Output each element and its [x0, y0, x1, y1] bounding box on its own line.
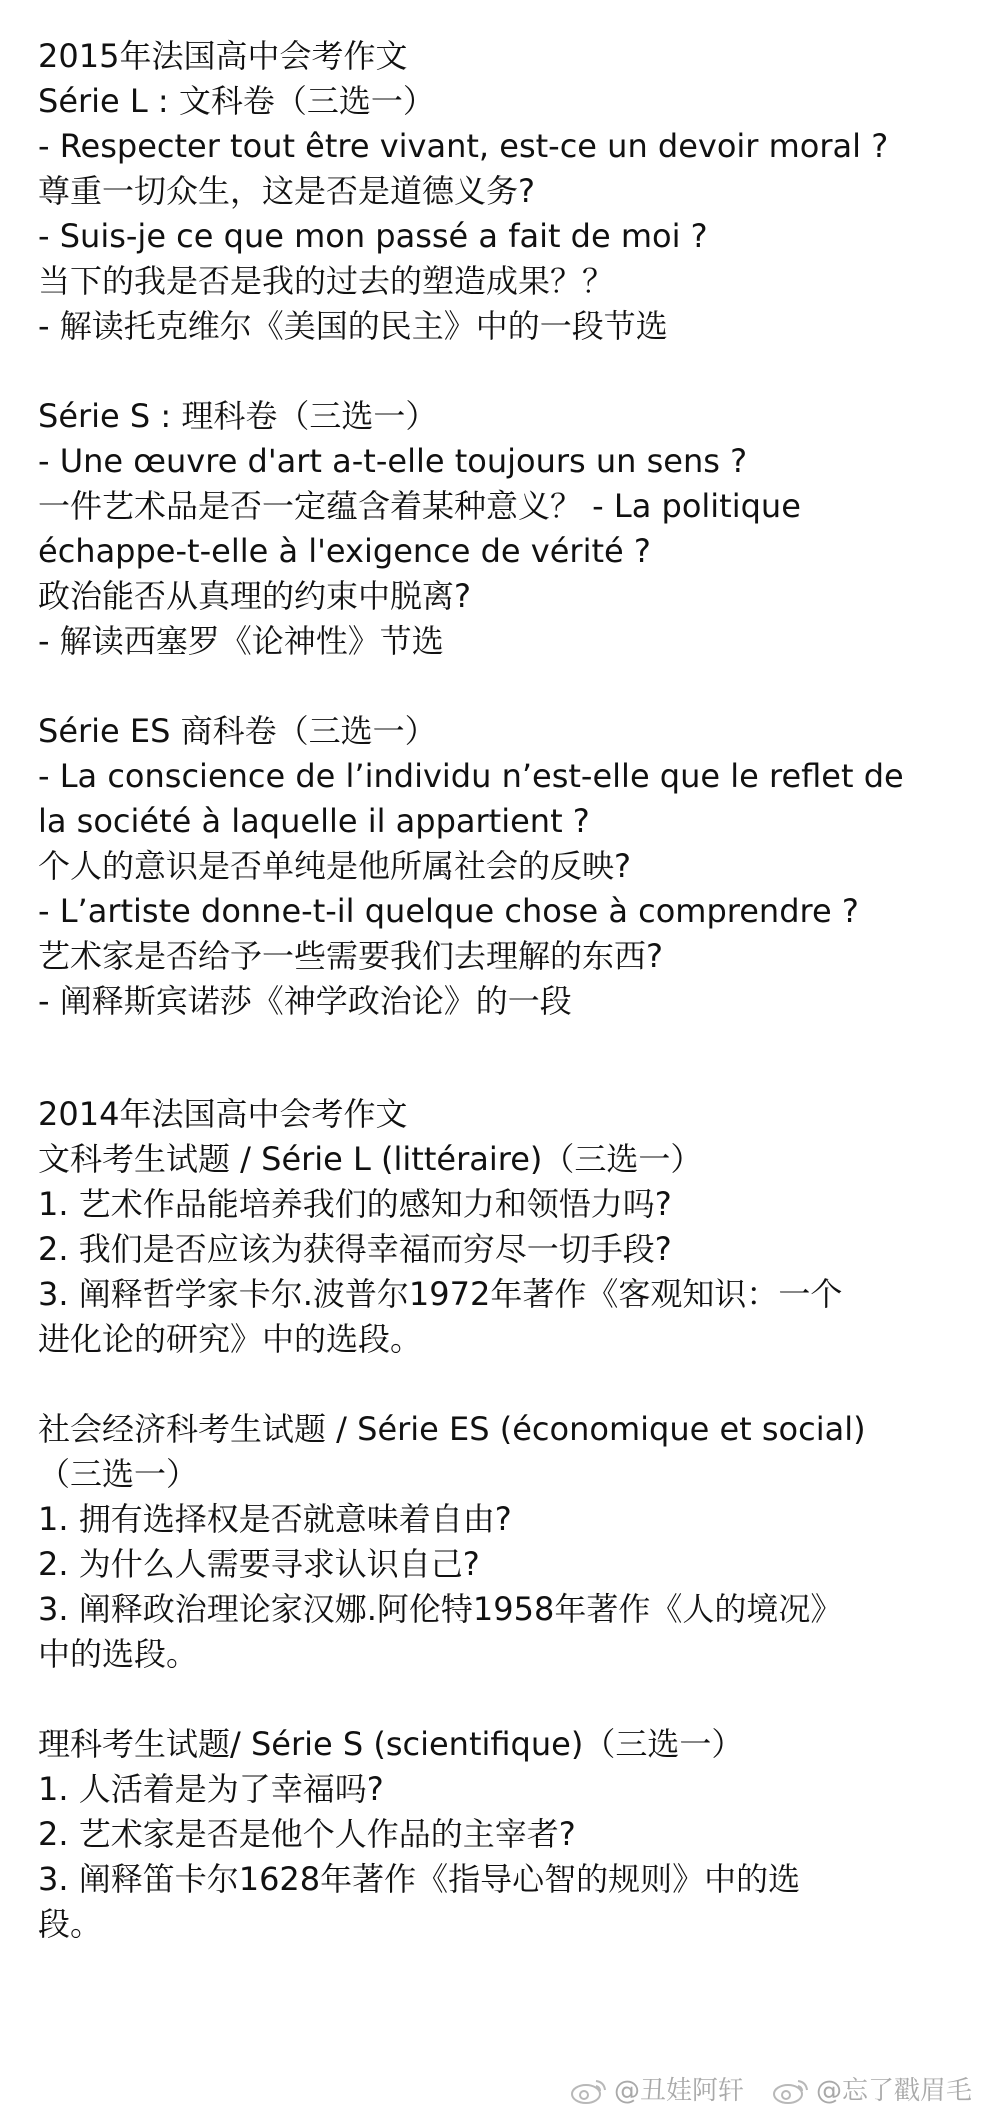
- text-line: - 解读托克维尔《美国的民主》中的一段节选: [38, 307, 668, 345]
- text-line: 1. 艺术作品能培养我们的感知力和领悟力吗?: [38, 1185, 672, 1223]
- text-line: 3. 阐释政治理论家汉娜.阿伦特1958年著作《人的境况》: [38, 1590, 843, 1628]
- section-title-2014: 2014年法国高中会考作文: [38, 1095, 408, 1133]
- text-line: 1. 人活着是为了幸福吗?: [38, 1770, 384, 1808]
- text-line: la société à laquelle il appartient ?: [38, 802, 590, 840]
- series-es-2014-header: 社会经济科考生试题 / Série ES (économique et social): [38, 1410, 866, 1448]
- series-s-2015-header: Série S : 理科卷（三选一）: [38, 397, 438, 435]
- spacer: [38, 1024, 960, 1092]
- text-line: 3. 阐释笛卡尔1628年著作《指导心智的规则》中的选: [38, 1860, 801, 1898]
- spacer: [38, 1677, 960, 1722]
- series-es-2014-header-cont: （三选一）: [38, 1455, 199, 1493]
- text-line: - Suis-je ce que mon passé a fait de moi ?: [38, 217, 708, 255]
- text-line: 个人的意识是否单纯是他所属社会的反映?: [38, 847, 631, 885]
- text-line: 3. 阐释哲学家卡尔.波普尔1972年著作《客观知识：一个: [38, 1275, 843, 1313]
- text-line: 一件艺术品是否一定蕴含着某种意义？ - La politique: [38, 487, 801, 525]
- text-line: 中的选段。: [38, 1635, 199, 1673]
- text-line: 政治能否从真理的约束中脱离?: [38, 577, 471, 615]
- text-line: échappe-t-elle à l'exigence de vérité ?: [38, 532, 651, 570]
- text-line: - Respecter tout être vivant, est-ce un devoir moral ?: [38, 127, 889, 165]
- watermark-text: @丑娃阿轩: [613, 2076, 744, 2106]
- text-line: 2. 我们是否应该为获得幸福而穷尽一切手段?: [38, 1230, 672, 1268]
- text-line: - 阐释斯宾诺莎《神学政治论》的一段: [38, 982, 572, 1020]
- text-line: - Une œuvre d'art a-t-elle toujours un sens ?: [38, 442, 748, 480]
- text-line: 进化论的研究》中的选段。: [38, 1320, 423, 1358]
- watermark-2: [772, 2074, 972, 2108]
- text-line: 尊重一切众生，这是否是道德义务?: [38, 172, 535, 210]
- text-line: - 解读西塞罗《论神性》节选: [38, 622, 444, 660]
- series-l-2015-header: Série L : 文科卷（三选一）: [38, 82, 435, 120]
- watermark-1: [570, 2074, 744, 2108]
- text-line: 1. 拥有选择权是否就意味着自由?: [38, 1500, 512, 1538]
- text-line: 当下的我是否是我的过去的塑造成果？？: [38, 262, 615, 300]
- watermark-bar: [570, 2074, 972, 2108]
- text-line: 2. 为什么人需要寻求认识自己?: [38, 1545, 480, 1583]
- spacer: [38, 664, 960, 709]
- section-title-2015: 2015年法国高中会考作文: [38, 37, 408, 75]
- text-line: - La conscience de l’individu n’est-elle que le reflet de: [38, 757, 904, 795]
- spacer: [38, 349, 960, 394]
- text-line: 2. 艺术家是否是他个人作品的主宰者?: [38, 1815, 576, 1853]
- series-s-2014-header: 理科考生试题/ Série S (scientifique)（三选一）: [38, 1725, 744, 1763]
- series-l-2014-header: 文科考生试题 / Série L (littéraire)（三选一）: [38, 1140, 703, 1178]
- weibo-logo-icon: [772, 2077, 810, 2105]
- weibo-logo-icon: [570, 2077, 608, 2105]
- text-line: 段。: [38, 1905, 103, 1943]
- watermark-text: @忘了戳眉毛: [815, 2076, 972, 2106]
- text-line: - L’artiste donne-t-il quelque chose à comprendre ?: [38, 892, 859, 930]
- series-es-2015-header: Série ES 商科卷（三选一）: [38, 712, 437, 750]
- text-line: 艺术家是否给予一些需要我们去理解的东西?: [38, 937, 663, 975]
- spacer: [38, 1362, 960, 1407]
